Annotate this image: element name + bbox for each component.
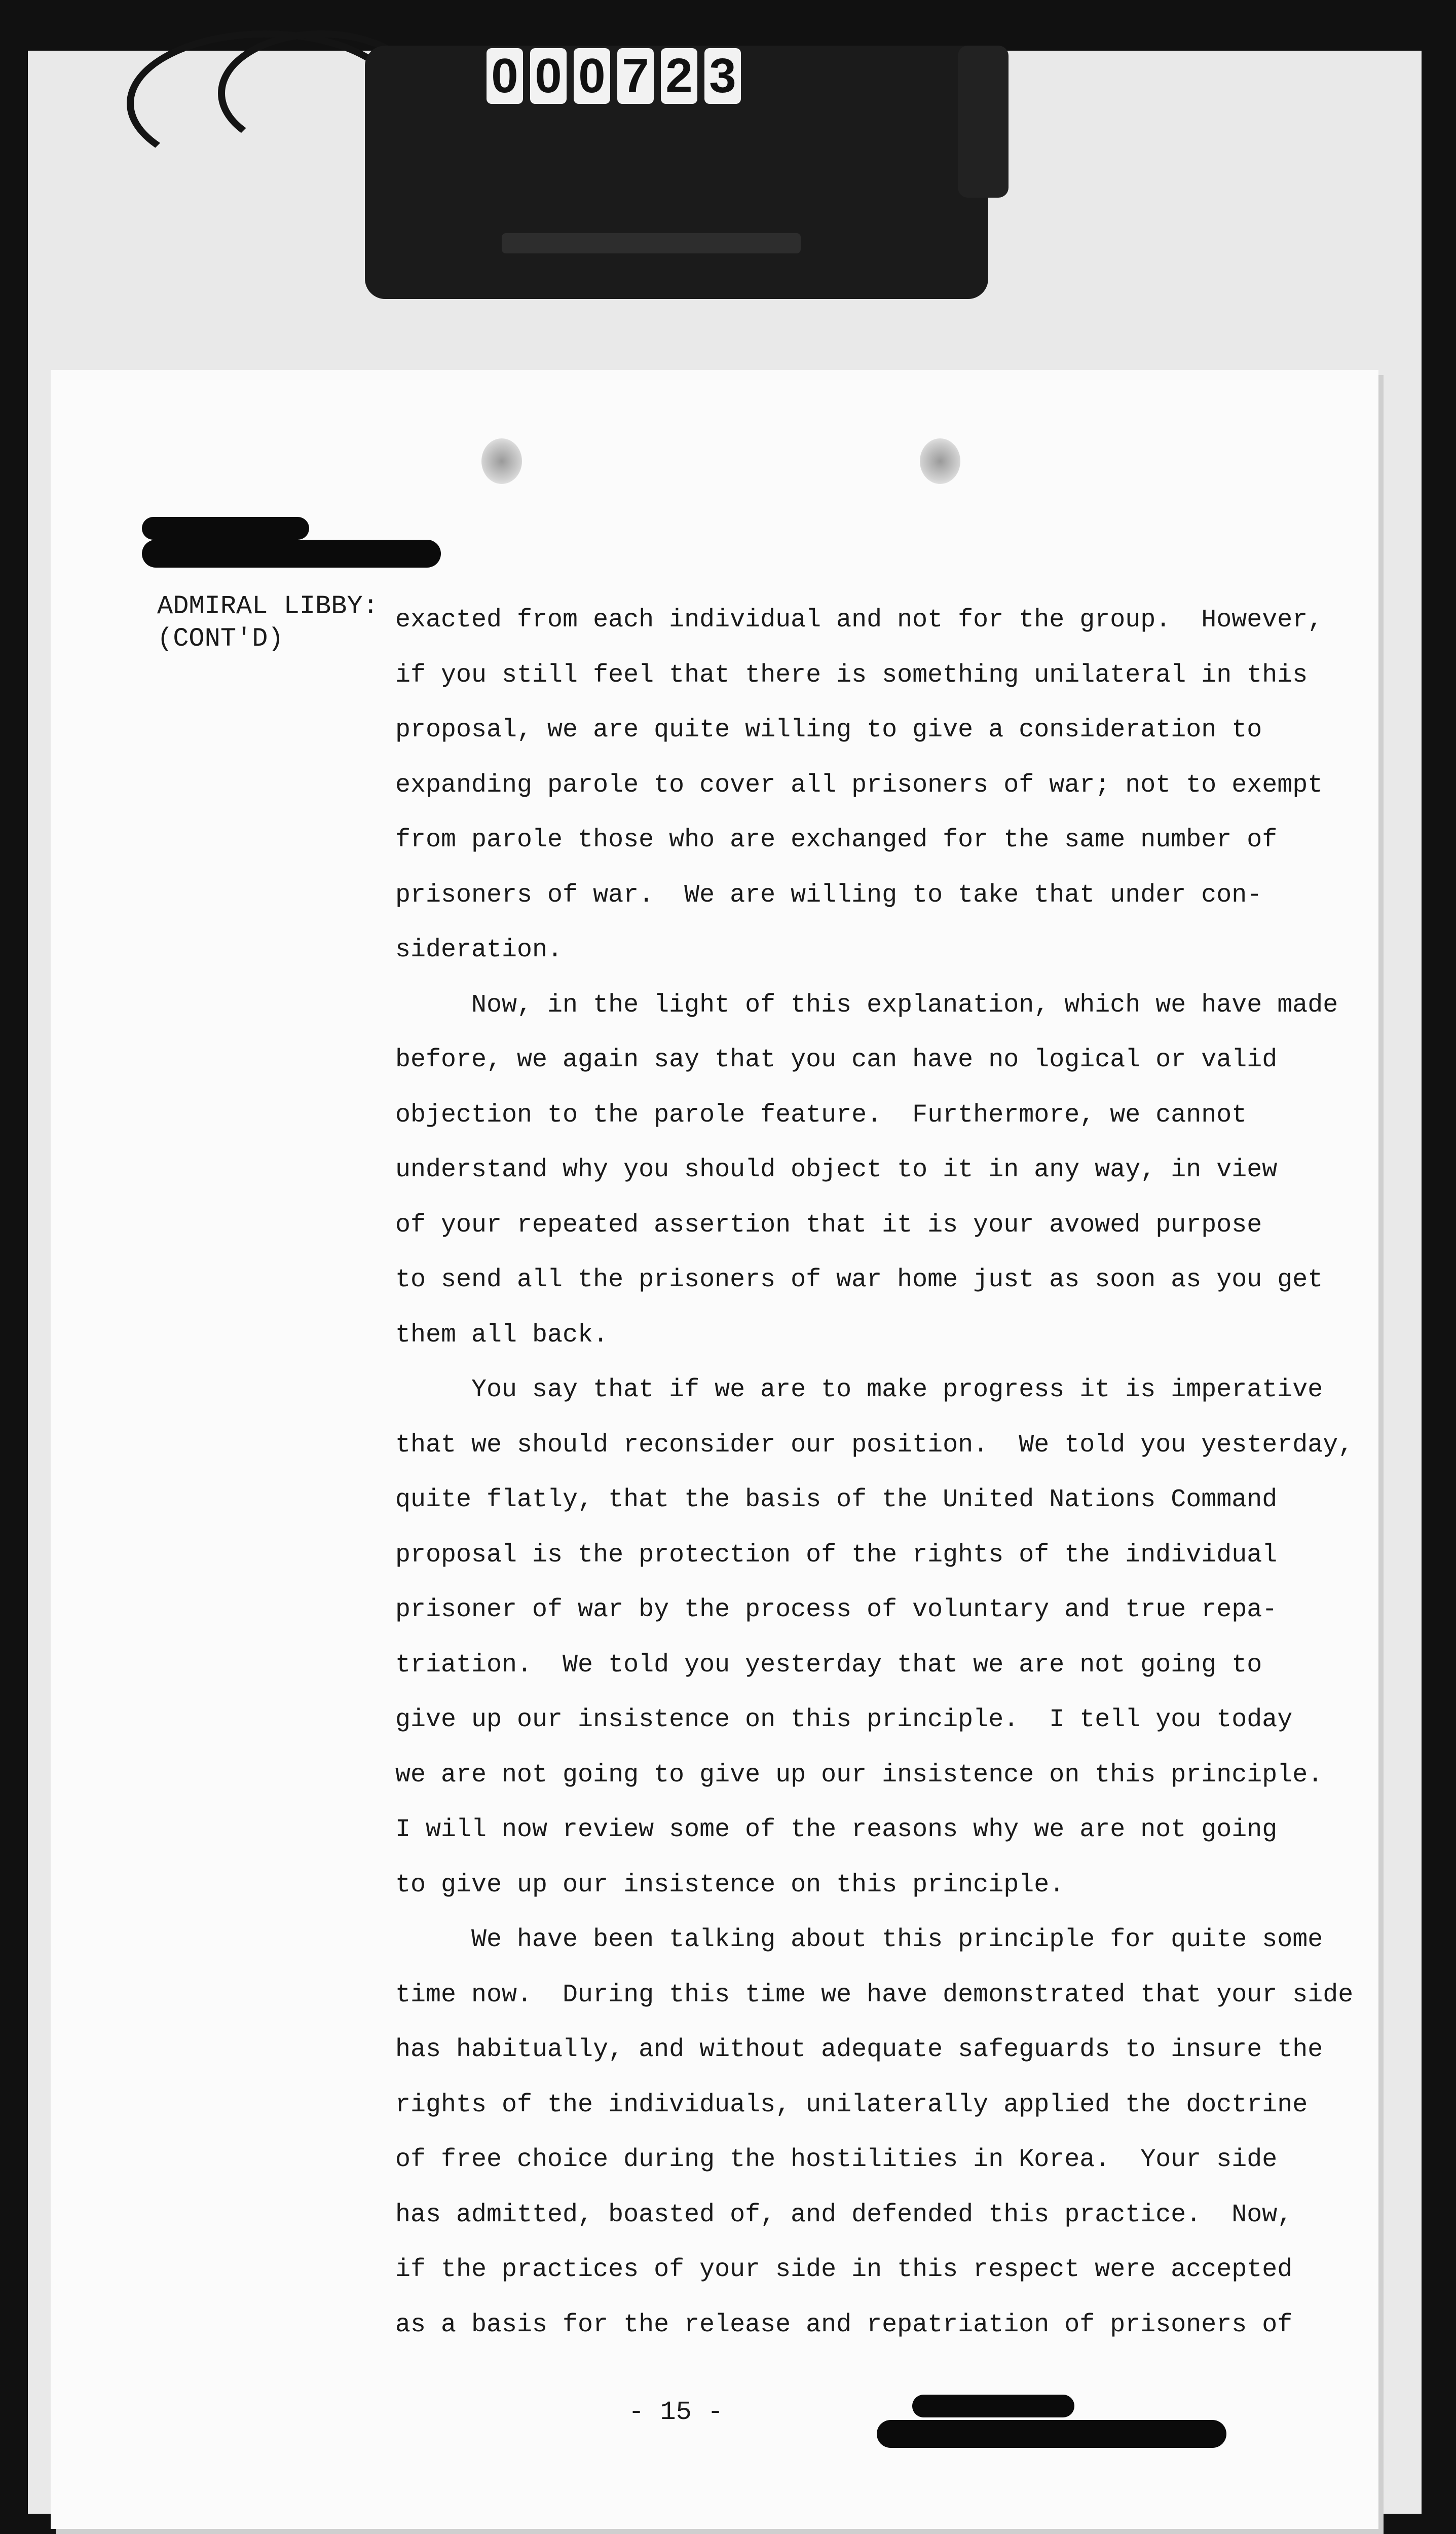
redaction-mark-bottom-2 (877, 2420, 1226, 2448)
transcript-line: of free choice during the hostilities in Korea. Your side (395, 2145, 1278, 2174)
page-number: - 15 - (628, 2397, 724, 2427)
transcript-line: objection to the parole feature. Furthermore, we cannot (395, 1100, 1247, 1130)
transcript-body (395, 593, 1354, 2353)
speaker-label (157, 590, 379, 655)
punch-hole-left (481, 438, 522, 484)
counter-digit: 0 (530, 48, 567, 104)
transcript-line: before, we again say that you can have no logical or valid (395, 1046, 1278, 1074)
speaker-name: ADMIRAL LIBBY: (157, 591, 379, 621)
counter-digit: 7 (617, 48, 654, 104)
transcript-line: if the practices of your side in this respect were accepted (395, 2255, 1293, 2284)
transcript-line: rights of the individuals, unilaterally applied the doctrine (395, 2090, 1308, 2119)
counter-digit: 3 (704, 48, 741, 104)
transcript-line: understand why you should object to it in any way, in view (395, 1156, 1278, 1184)
redaction-mark-top (142, 517, 309, 540)
transcript-line: I will now review some of the reasons why we are not going (395, 1815, 1278, 1844)
transcript-line: that we should reconsider our position. We told you yesterday, (395, 1430, 1354, 1460)
redaction-mark-bottom (912, 2395, 1074, 2417)
transcript-line: to give up our insistence on this principle. (395, 1870, 1065, 1899)
punch-hole-right (920, 438, 960, 484)
transcript-line: proposal is the protection of the rights of the individual (395, 1540, 1278, 1570)
counter-knob (958, 46, 1009, 198)
transcript-line: exacted from each individual and not for the group. However, (395, 606, 1323, 635)
transcript-line: proposal, we are quite willing to give a consideration to (395, 716, 1262, 744)
transcript-line: has admitted, boasted of, and defended this practice. Now, (395, 2200, 1293, 2229)
transcript-line: time now. During this time we have demonstrated that your side (395, 1980, 1354, 2009)
transcript-line: give up our insistence on this principle. I tell you today (395, 1705, 1293, 1734)
transcript-line: prisoner of war by the process of voluntary and true repa- (395, 1595, 1278, 1624)
transcript-line: You say that if we are to make progress it is imperative (395, 1375, 1323, 1404)
transcript-line: expanding parole to cover all prisoners of war; not to exempt (395, 770, 1323, 800)
transcript-line: we are not going to give up our insistence on this principle. (395, 1760, 1323, 1790)
transcript-line: if you still feel that there is something unilateral in this (395, 660, 1308, 690)
frame-counter (487, 48, 811, 109)
transcript-line: them all back. (395, 1320, 609, 1350)
transcript-line: prisoners of war. We are willing to take that under con- (395, 880, 1262, 910)
transcript-line: sideration. (395, 936, 563, 964)
redaction-mark-top-2 (142, 540, 441, 568)
counter-slot (502, 233, 801, 253)
transcript-line: of your repeated assertion that it is your avowed purpose (395, 1210, 1262, 1240)
transcript-line: has habitually, and without adequate safeguards to insure the (395, 2035, 1323, 2064)
counter-digit: 2 (661, 48, 697, 104)
transcript-line: Now, in the light of this explanation, which we have made (395, 990, 1338, 1020)
transcript-line: quite flatly, that the basis of the United Nations Command (395, 1485, 1278, 1514)
speaker-continued: (CONT'D) (157, 624, 284, 654)
transcript-line: from parole those who are exchanged for the same number of (395, 826, 1278, 854)
transcript-line: triation. We told you yesterday that we are not going to (395, 1650, 1262, 1680)
transcript-line: as a basis for the release and repatriation of prisoners of (395, 2310, 1293, 2339)
transcript-line: to send all the prisoners of war home just as soon as you get (395, 1265, 1323, 1294)
counter-digit: 0 (487, 48, 523, 104)
counter-digit: 0 (574, 48, 610, 104)
transcript-line: We have been talking about this principle for quite some (395, 1925, 1323, 1954)
